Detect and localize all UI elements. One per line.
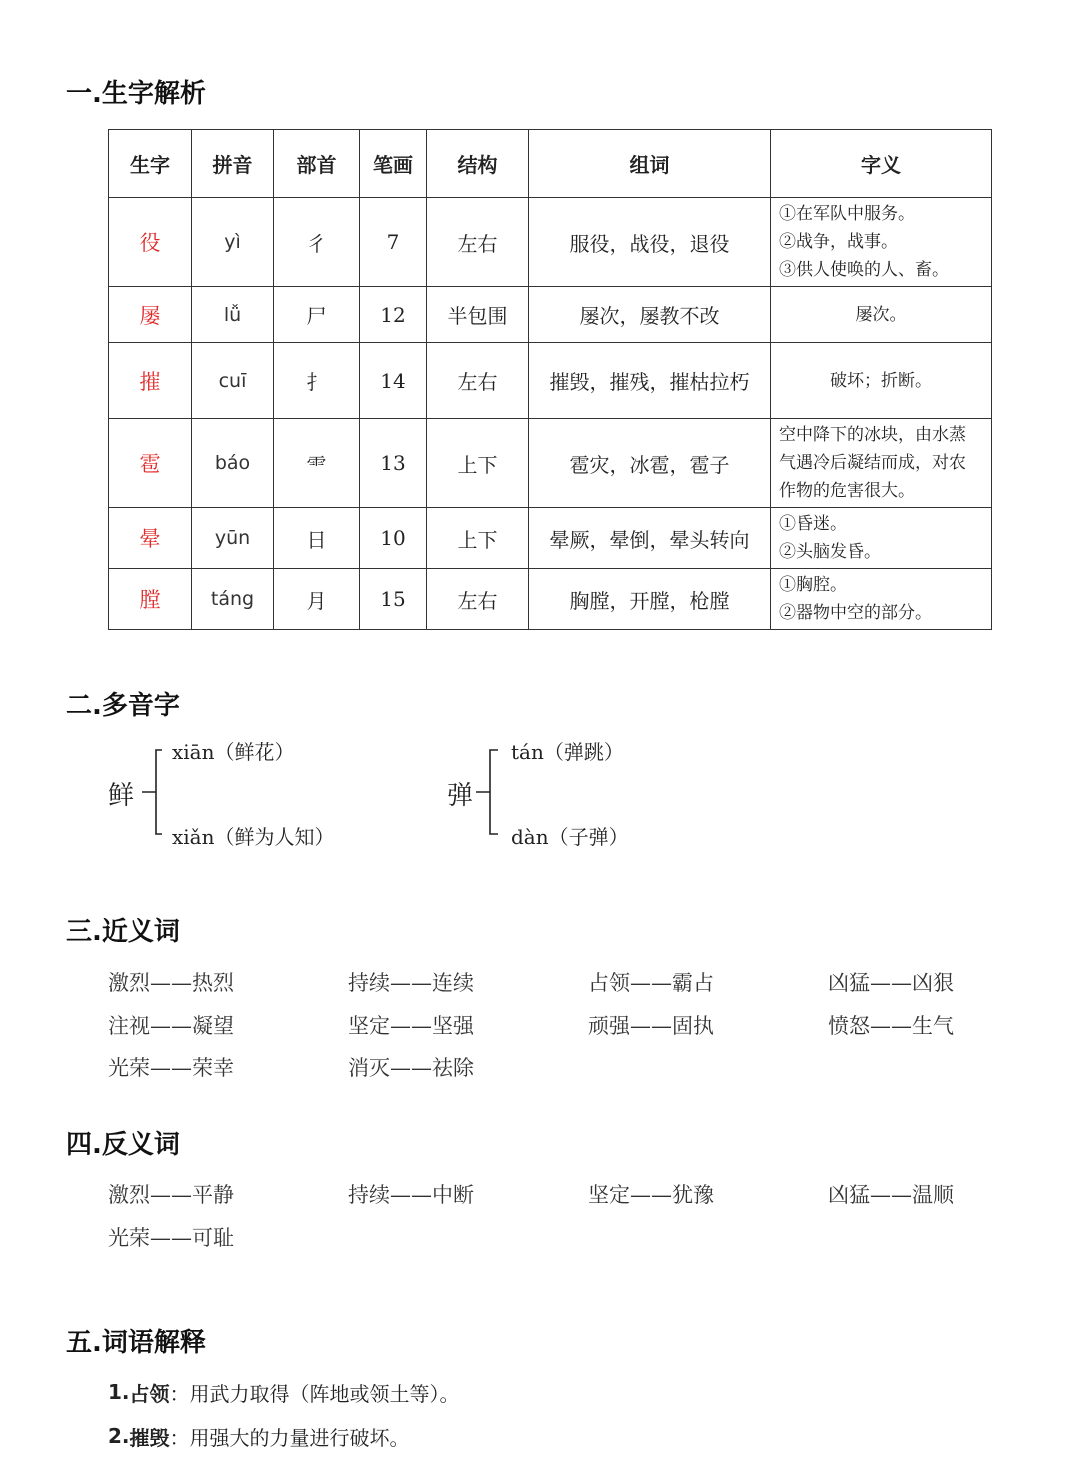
definition-list — [108, 1370, 460, 1458]
header-radical: 部首 — [274, 130, 360, 198]
cell-structure: 左右 — [427, 569, 529, 630]
meaning-line: ①昏迷。 — [779, 514, 847, 534]
section-title-characters: 一.生字解析 — [66, 79, 206, 109]
synonym-pair: 顽强——固执 — [588, 1013, 714, 1038]
antonym-pair: 光荣——可耻 — [108, 1225, 234, 1250]
cell-meaning — [771, 569, 992, 630]
section-title-antonyms: 四.反义词 — [66, 1130, 180, 1160]
antonym-pair: 持续——中断 — [348, 1183, 474, 1208]
meaning-line: 气遇冷后凝结而成，对农 — [779, 453, 966, 473]
meaning-line: 屡次。 — [855, 304, 907, 325]
definition-term: 占领 — [129, 1381, 170, 1406]
table-row — [109, 569, 992, 630]
cell-strokes: 13 — [360, 419, 427, 508]
cell-char: 役 — [109, 198, 192, 287]
cell-structure: 上下 — [427, 419, 529, 508]
cell-radical: 尸 — [274, 287, 360, 343]
cell-pinyin: lǚ — [192, 287, 274, 343]
table-row — [109, 287, 992, 343]
synonym-row — [108, 1004, 1068, 1047]
synonym-pair: 坚定——坚强 — [348, 1013, 474, 1038]
header-meaning: 字义 — [771, 130, 992, 198]
definition-term: 摧毁 — [129, 1425, 170, 1450]
section-title-definitions: 五.词语解释 — [66, 1328, 206, 1358]
cell-words: 屡次，屡教不改 — [529, 287, 771, 343]
cell-meaning — [771, 343, 992, 419]
definition-item — [108, 1414, 460, 1458]
cell-strokes: 12 — [360, 287, 427, 343]
bracket-icon — [474, 748, 500, 836]
cell-pinyin: táng — [192, 569, 274, 630]
cell-radical: 彳 — [274, 198, 360, 287]
synonym-pair: 消灭——祛除 — [348, 1056, 474, 1081]
definition-separator: ： — [169, 1381, 190, 1406]
header-char: 生字 — [109, 130, 192, 198]
polyphone-reading-top: xiān（鲜花） — [172, 740, 295, 764]
synonym-pair: 凶猛——凶狠 — [828, 971, 954, 996]
header-strokes: 笔画 — [360, 130, 427, 198]
section-title-polyphones: 二.多音字 — [66, 691, 180, 721]
antonym-row — [108, 1216, 1068, 1259]
header-words: 组词 — [529, 130, 771, 198]
cell-char: 摧 — [109, 343, 192, 419]
cell-strokes: 14 — [360, 343, 427, 419]
meaning-line: ①在军队中服务。 — [779, 204, 915, 224]
cell-words: 胸膛，开膛，枪膛 — [529, 569, 771, 630]
synonym-row — [108, 961, 1068, 1004]
cell-meaning — [771, 508, 992, 569]
definition-separator: ： — [169, 1425, 190, 1450]
cell-words: 摧毁，摧残，摧枯拉朽 — [529, 343, 771, 419]
table-row — [109, 198, 992, 287]
meaning-line: 作物的危害很大。 — [779, 481, 915, 501]
synonym-row — [108, 1046, 1068, 1089]
definition-item — [108, 1370, 460, 1414]
cell-words: 服役，战役，退役 — [529, 198, 771, 287]
meaning-line: ②战争，战事。 — [779, 232, 898, 252]
cell-radical: 月 — [274, 569, 360, 630]
synonym-pair: 持续——连续 — [348, 971, 474, 996]
cell-strokes: 10 — [360, 508, 427, 569]
section-title-synonyms: 三.近义词 — [66, 917, 180, 947]
cell-pinyin: cuī — [192, 343, 274, 419]
bracket-icon — [140, 748, 166, 836]
cell-char: 晕 — [109, 508, 192, 569]
cell-meaning — [771, 198, 992, 287]
antonym-list — [108, 1173, 1068, 1258]
header-structure: 结构 — [427, 130, 529, 198]
definition-text: 用武力取得（阵地或领土等）。 — [189, 1381, 460, 1406]
synonym-pair: 光荣——荣幸 — [108, 1056, 234, 1081]
cell-structure: 左右 — [427, 343, 529, 419]
polyphone-char: 弹 — [447, 781, 474, 811]
cell-char: 膛 — [109, 569, 192, 630]
antonym-pair: 坚定——犹豫 — [588, 1183, 714, 1208]
cell-structure: 左右 — [427, 198, 529, 287]
synonym-pair: 愤怒——生气 — [828, 1013, 954, 1038]
meaning-line: 破坏；折断。 — [830, 370, 932, 391]
polyphone-char: 鲜 — [108, 781, 135, 811]
cell-char: 雹 — [109, 419, 192, 508]
polyphone-reading-bottom: xiǎn（鲜为人知） — [172, 825, 335, 849]
character-table — [108, 129, 992, 630]
cell-char: 屡 — [109, 287, 192, 343]
cell-pinyin: báo — [192, 419, 274, 508]
table-row — [109, 508, 992, 569]
polyphone-reading-bottom: dàn（子弹） — [511, 825, 629, 849]
meaning-line: ③供人使唤的人、畜。 — [779, 260, 949, 280]
synonym-pair: 激烈——热烈 — [108, 971, 234, 996]
antonym-pair: 激烈——平静 — [108, 1183, 234, 1208]
antonym-row — [108, 1173, 1068, 1216]
cell-words: 雹灾，冰雹，雹子 — [529, 419, 771, 508]
synonym-pair: 占领——霸占 — [588, 971, 714, 996]
definition-number: 2. — [108, 1424, 130, 1448]
cell-radical: 扌 — [274, 343, 360, 419]
cell-radical: 日 — [274, 508, 360, 569]
cell-meaning — [771, 287, 992, 343]
meaning-line: ①胸腔。 — [779, 575, 847, 595]
cell-radical: ⻗ — [274, 419, 360, 508]
meaning-line: ②器物中空的部分。 — [779, 603, 932, 623]
table-row — [109, 419, 992, 508]
cell-words: 晕厥，晕倒，晕头转向 — [529, 508, 771, 569]
cell-meaning — [771, 419, 992, 508]
cell-strokes: 7 — [360, 198, 427, 287]
table-row — [109, 343, 992, 419]
polyphone-reading-top: tán（弹跳） — [511, 740, 624, 764]
meaning-line: 空中降下的冰块，由水蒸 — [779, 425, 966, 445]
antonym-pair: 凶猛——温顺 — [828, 1183, 954, 1208]
synonym-pair: 注视——凝望 — [108, 1013, 234, 1038]
cell-structure: 半包围 — [427, 287, 529, 343]
cell-pinyin: yūn — [192, 508, 274, 569]
cell-strokes: 15 — [360, 569, 427, 630]
definition-text: 用强大的力量进行破坏。 — [189, 1425, 410, 1450]
synonym-list — [108, 961, 1068, 1089]
definition-number: 1. — [108, 1380, 130, 1404]
cell-pinyin: yì — [192, 198, 274, 287]
table-header-row — [109, 130, 992, 198]
cell-structure: 上下 — [427, 508, 529, 569]
header-pinyin: 拼音 — [192, 130, 274, 198]
meaning-line: ②头脑发昏。 — [779, 542, 881, 562]
